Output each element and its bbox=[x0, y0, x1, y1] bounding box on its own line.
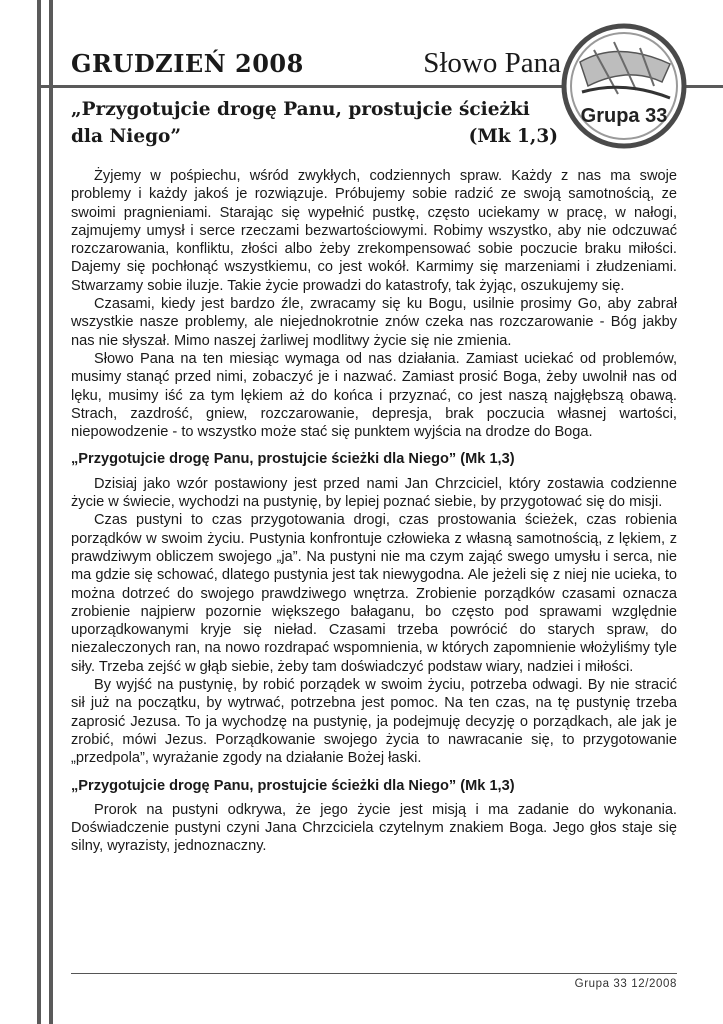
paragraph: Czas pustyni to czas przygotowania drogi, czas prostowania ścieżek, czas robienia porządków w swoim życiu. Pustynia konfrontuje człowieka z własną samotnością, z lękiem, z prawdziwym obliczem swojego „ja”. Na pustyni nie ma czym zająć swego umysłu i serca, nie ma gdzie się schować, dlatego pustynia jest tak niewygodna. Ale jeżeli się z niej nie ucieka, to można dotrzeć do swojego prawdziwego wnętrza. Zrobienie porządków czasami oznacza zrobienie najpierw pozornie większego bałaganu, bo często pod sprawami względnie uporządkowanymi kryje się nieład. Czasami trzeba powrócić do starych spraw, do niezaleczonych ran, na nowo rozdrapać wspomnienia, w których zapomnienie włożyliśmy tyle siły. Trzeba zejść w głąb siebie, żeby tam doświadczyć podstaw wiary, nadziei i miłości. bbox=[71, 512, 677, 675]
headline-line2: dla Niego” bbox=[71, 126, 182, 147]
grupa33-logo bbox=[558, 20, 690, 152]
page-footer: Grupa 33 12/2008 bbox=[574, 978, 677, 990]
left-rule-outer bbox=[37, 0, 41, 1024]
article-body bbox=[71, 167, 677, 856]
logo-text: Grupa 33 bbox=[580, 105, 668, 127]
paragraph: Żyjemy w pośpiechu, wśród zwykłych, codziennych spraw. Każdy z nas ma swoje problemy i każdy jakoś je rozwiązuje. Próbujemy sobie radzić ze swoją samotnością, ze swoimi pragnieniami. Starając się wypełnić pustkę, często uciekamy w pracę, w nałogi, zajmujemy umysł i serce rzeczami bezwartościowymi. Robimy wszystko, aby nie odczuwać rozczarowania, konfliktu, złości albo żeby zrekompensować sobie poczucie braku miłości. Dajemy się pochłonąć wszystkiemu, co jest wokół. Karmimy się marzeniami i złudzeniami. Stwarzamy sobie iluzje. Takie życie prowadzi do katastrofy, tak żyjąc, oszukujemy się. bbox=[71, 168, 677, 294]
page-header bbox=[71, 47, 561, 80]
headline bbox=[71, 96, 558, 150]
publication-title: Słowo Pana bbox=[423, 47, 561, 79]
footer-rule bbox=[71, 973, 677, 974]
paragraph: Prorok na pustyni odkrywa, że jego życie jest misją i ma zadanie do wykonania. Doświadczenie pustyni czyni Jana Chrzciciela czytelnym znakiem Boga. Jego głos staje się silny, wyrazisty, jednoznaczny. bbox=[71, 801, 677, 855]
left-rule-inner bbox=[49, 0, 53, 1024]
headline-reference: (Mk 1,3) bbox=[468, 126, 558, 147]
paragraph: By wyjść na pustynię, by robić porządek w swoim życiu, potrzeba odwagi. By nie stracić sił już na początku, by wytrwać, potrzebna jest pomoc. Na ten czas, na tę pustynię trzeba zaprosić Jezusa. To ja wychodzę na pustynię, ja podejmuję decyzję o porządkach, ale jak je zrobić, mówi Jezus. Porządkowanie swojego życia to nawracanie się, to przygotowanie „przedpola”, wyrażanie zgody na działanie Bożej łaski. bbox=[71, 677, 677, 767]
section-heading: „Przygotujcie drogę Panu, prostujcie ścieżki dla Niego” (Mk 1,3) bbox=[71, 777, 515, 794]
paragraph: Czasami, kiedy jest bardzo źle, zwracamy się ku Bogu, usilnie prosimy Go, aby zabrał wszystkie nasze problemy, ale niejednokrotnie znów czeka nas rozczarowanie - Bóg jakby nas nie słyszał. Mimo naszej żarliwej modlitwy życie się nie zmienia. bbox=[71, 296, 677, 349]
section-heading: „Przygotujcie drogę Panu, prostujcie ścieżki dla Niego” (Mk 1,3) bbox=[71, 451, 515, 468]
paragraph: Słowo Pana na ten miesiąc wymaga od nas działania. Zamiast uciekać od problemów, musimy stanąć przed nimi, zobaczyć je i nazwać. Zamiast prosić Boga, żeby uwolnił nas od lęku, musimy iść za tym lękiem aż do końca i przyznać, co jest naszą najgłębszą obawą. Strach, zazdrość, gniew, rozczarowanie, depresja, brak poczucia własnej wartości, niepowodzenie - to wszystko może stać się punktem wyjścia na drodze do Boga. bbox=[71, 350, 677, 441]
headline-line1: „Przygotujcie drogę Panu, prostujcie ścieżki bbox=[71, 99, 530, 120]
issue-month: GRUDZIEŃ 2008 bbox=[71, 49, 304, 78]
paragraph: Dzisiaj jako wzór postawiony jest przed nami Jan Chrzciciel, który zostawia codzienne życie w świecie, wychodzi na pustynię, by lepiej poznać siebie, by przygotować się do misji. bbox=[71, 475, 677, 511]
